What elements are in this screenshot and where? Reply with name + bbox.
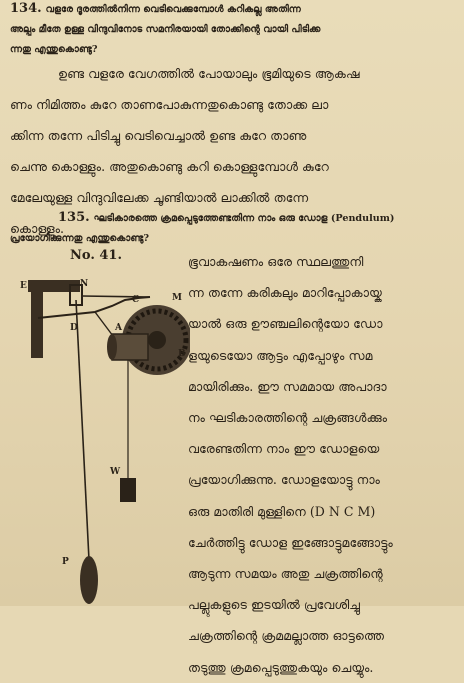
pendulum-figure (0, 0, 190, 606)
label-m: M (172, 293, 182, 303)
label-a: A (115, 323, 122, 333)
answer-135: ഭൂവാകഷണം ഒരേ സ്ഥലത്തുനി ന്ന തന്നേ കരികലും മാറിപ്പോകായ്ക യാൽ ഒരു ഊഞ്ചലിന്റെയോ ഡോ ളയുടെയോ ആട്ടം എപ്പോഴും സമ മായിരിക്കും. ഈ സമമായ അപാദാ നം ഘടികാരത്തിന്റെ ചക്രങ്ങൾക്കും വരേണ്ടതിന്ന നാം ഈ ഡോളയെ പ്രയോഗിക്കുന്നു. ഡോളയോട്ടു നാം ഒരു മാതിരി മുള്ളിനെ (D N C M) ചേർത്തിട്ടു ഡോള ഇങ്ങോട്ടുമങ്ങോട്ടും ആടുന്ന സമയം അതു ചക്രത്തിന്റെ പല്ലുകളുടെ ഇടയിൽ പ്രവേശിച്ചു ചക്രത്തിന്റെ ക്രമമല്ലാത്ത ഓട്ടത്തെ തടുത്തു ക്രമപ്പെടുത്തുകയും ചെയ്യും. (188, 254, 393, 675)
barrel (112, 334, 148, 360)
question-134-number: 134. (10, 1, 42, 16)
label-p: P (62, 557, 69, 567)
label-b: B (178, 349, 186, 359)
wheel-hub (148, 331, 166, 349)
anchor-bar (82, 296, 150, 297)
label-w: W (110, 467, 121, 477)
question-135-number: 135. (58, 210, 90, 225)
answer-134: ഉണ്ട വളരേ വേഗത്തിൽ പോയാലും ഭൂമിയുടെ ആകഷ ണം നിമിത്തം കുറേ താണപോകുന്നതുകൊണ്ടു തോക്ക ലാ ക്കിന്ന തന്നേ പിടിച്ചു വെടിവെച്ചാൽ ഉണ്ട കുറേ താണു ചെന്നു കൊള്ളും. അതുകൊണ്ടു കറി കൊള്ളുമ്പോൾ കുറേ മേലേയുള്ള വിന്ദുവിലേക്ക ചൂണ്ടിയാൽ ലാക്കിൽ തന്നേ കൊള്ളും. (10, 66, 360, 236)
figure-label: No. 41. (70, 248, 122, 263)
barrel-end (107, 334, 117, 360)
label-e: E (20, 281, 27, 291)
label-n: N (80, 279, 89, 289)
question-134-text: വളരേ ദൂരത്തിൽനിന്ന വെടിവെക്കുമ്പോൾ കറികല്ല അതിന്ന അല്പം മീതേ ഉള്ള വിന്ദുവിനോട സമനിരയായി തോക്കിന്റെ വായി പിടിക്ക ന്നതു എന്തുകൊണ്ടു? (10, 4, 321, 55)
question-135-text: ഘടികാരത്തെ ക്രമപ്പെടുത്തേണ്ടതിന്ന നാം ഒരു ഡോള (Pendulum) പ്രയോഗിക്കുന്നതു എന്തുകൊണ്ടു? (10, 213, 395, 244)
pendulum-rod (76, 300, 89, 560)
label-d: D (70, 323, 78, 333)
driving-weight (120, 478, 136, 502)
label-c: C (132, 295, 140, 305)
mounting-post (31, 282, 43, 358)
pendulum-bob (80, 556, 98, 604)
